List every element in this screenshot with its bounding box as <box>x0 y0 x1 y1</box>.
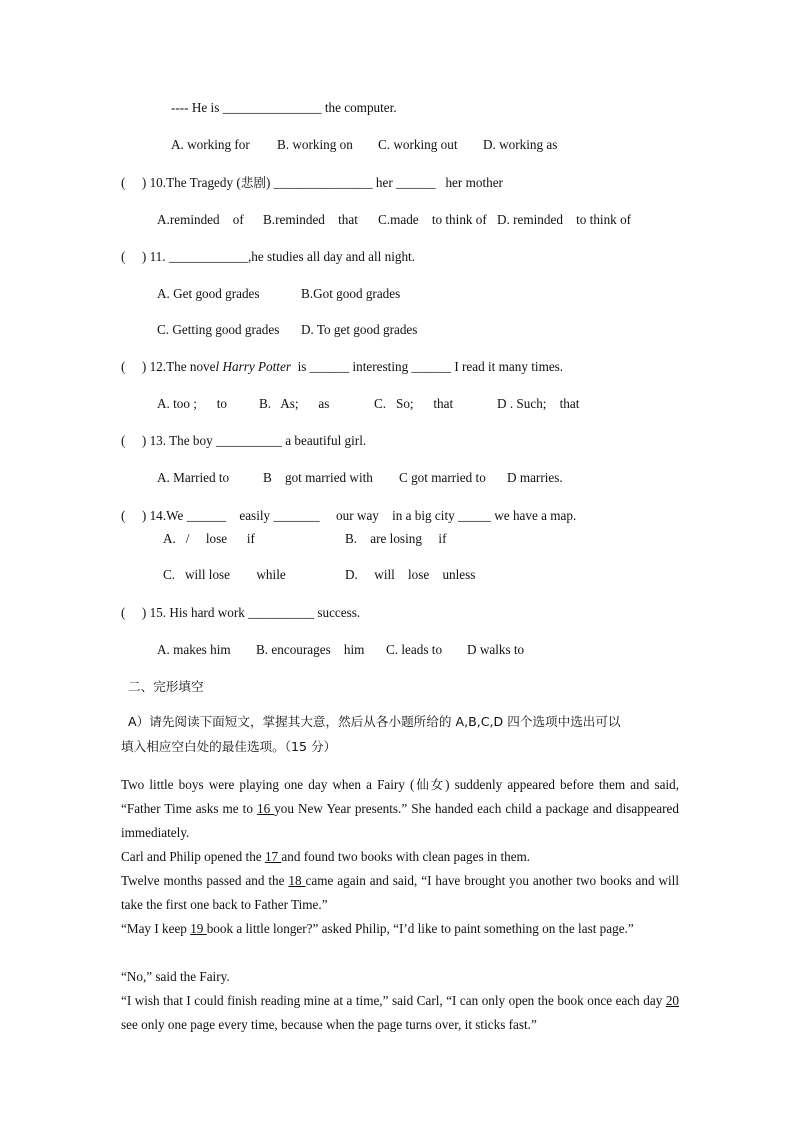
section-heading: 二、完形填空 <box>128 679 204 694</box>
question-14-option-a: A. / lose if <box>163 531 255 546</box>
question-10-stem <box>121 174 503 192</box>
question-12-stem-a: 12.The nove <box>149 359 216 374</box>
question-13-option-d: D marries. <box>507 470 563 485</box>
answer-paren: ( ) <box>121 249 147 264</box>
question-12-stem-italic: l Harry Potter <box>215 359 291 374</box>
passage-paragraph-4: “May I keep 19 book a little longer?” asked Philip, “I’d like to paint something on the last page.” <box>121 921 634 936</box>
answer-paren: ( ) <box>121 175 147 190</box>
question-15-stem-text: 15. His hard work __________ success. <box>149 605 361 620</box>
question-11-option-d: D. To get good grades <box>301 322 418 337</box>
question-13-option-b: B got married with <box>263 470 373 485</box>
question-10-option-b: B.reminded that <box>263 212 358 227</box>
question-12-option-a: A. too ; to <box>157 396 227 411</box>
question-9-option-c: C. working out <box>378 137 458 152</box>
question-9-option-b: B. working on <box>277 137 353 152</box>
answer-paren: ( ) <box>121 508 147 523</box>
passage-paragraph-1: Two little boys were playing one day when a Fairy (仙女) suddenly appeared before them and said, “Father Time asks me to 16 you New Year presents.” She handed each child a package and disappeared immediately. <box>121 777 680 840</box>
question-10-stem-a: 10.The Tragedy ( <box>149 175 241 190</box>
question-11-stem-text: 11. ____________,he studies all day and all night. <box>149 249 416 264</box>
question-15-option-c: C. leads to <box>386 642 443 657</box>
question-14-option-c: C. will lose while <box>163 567 286 582</box>
blank-16: 16 <box>256 801 275 816</box>
question-9-option-d: D. working as <box>483 137 558 152</box>
section-instruction-line1: A）请先阅读下面短文，掌握其大意，然后从各小题所给的 A,B,C,D 四个选项中选出可以 <box>128 714 621 729</box>
question-13-stem-text: 13. The boy __________ a beautiful girl. <box>149 433 367 448</box>
question-11-stem <box>121 248 415 266</box>
question-15-stem <box>121 604 360 622</box>
question-11-option-c: C. Getting good grades <box>157 322 280 337</box>
blank-17: 17 <box>264 849 282 864</box>
question-12-stem <box>121 358 563 376</box>
question-10-stem-cn: 悲剧 <box>240 175 266 190</box>
question-10-option-c: C.made to think of <box>378 212 487 227</box>
question-13-option-a: A. Married to <box>157 470 230 485</box>
question-10-option-a: A.reminded of <box>157 212 244 227</box>
question-14-stem <box>121 507 576 525</box>
question-9-stem: ---- He is _______________ the computer. <box>171 100 397 115</box>
question-12-stem-b: is ______ interesting ______ I read it many times. <box>290 359 564 374</box>
question-15-option-a: A. makes him <box>157 642 231 657</box>
answer-paren: ( ) <box>121 605 147 620</box>
answer-paren: ( ) <box>121 359 147 374</box>
question-10-option-d: D. reminded to think of <box>497 212 632 227</box>
blank-18: 18 <box>288 873 306 888</box>
question-14-option-b: B. are losing if <box>345 531 447 546</box>
question-14-stem-text: 14.We ______ easily _______ our way in a big city _____ we have a map. <box>149 508 577 523</box>
question-12-option-b: B. As; as <box>259 396 330 411</box>
passage-paragraph-6: “I wish that I could finish reading mine at a time,” said Carl, “I can only open the book once each day 20 see only one page every time, because when the page turns over, it sticks fast.” <box>121 993 679 1032</box>
passage-cn-fairy: 仙女 <box>414 777 446 792</box>
passage-paragraph-5: “No,” said the Fairy. <box>121 969 230 984</box>
question-9-option-a: A. working for <box>171 137 250 152</box>
answer-paren: ( ) <box>121 433 147 448</box>
passage-paragraph-3: Twelve months passed and the 18 came again and said, “I have brought you another two books and will take the first one back to Father Time.” <box>121 873 679 912</box>
question-11-option-b: B.Got good grades <box>301 286 401 301</box>
blank-19: 19 <box>190 921 207 936</box>
question-13-option-c: C got married to <box>399 470 486 485</box>
question-14-option-d: D. will lose unless <box>345 567 476 582</box>
question-11-option-a: A. Get good grades <box>157 286 260 301</box>
question-13-stem <box>121 432 366 450</box>
blank-20: 20 <box>665 993 679 1008</box>
question-15-option-b: B. encourages him <box>256 642 365 657</box>
section-instruction-line2: 填入相应空白处的最佳选项。（15 分） <box>121 739 337 754</box>
question-12-option-d: D . Such; that <box>497 396 580 411</box>
passage-paragraph-2: Carl and Philip opened the 17 and found two books with clean pages in them. <box>121 849 531 864</box>
question-10-stem-b: ) _______________ her ______ her mother <box>265 175 503 190</box>
question-15-option-d: D walks to <box>467 642 525 657</box>
question-12-option-c: C. So; that <box>374 396 454 411</box>
